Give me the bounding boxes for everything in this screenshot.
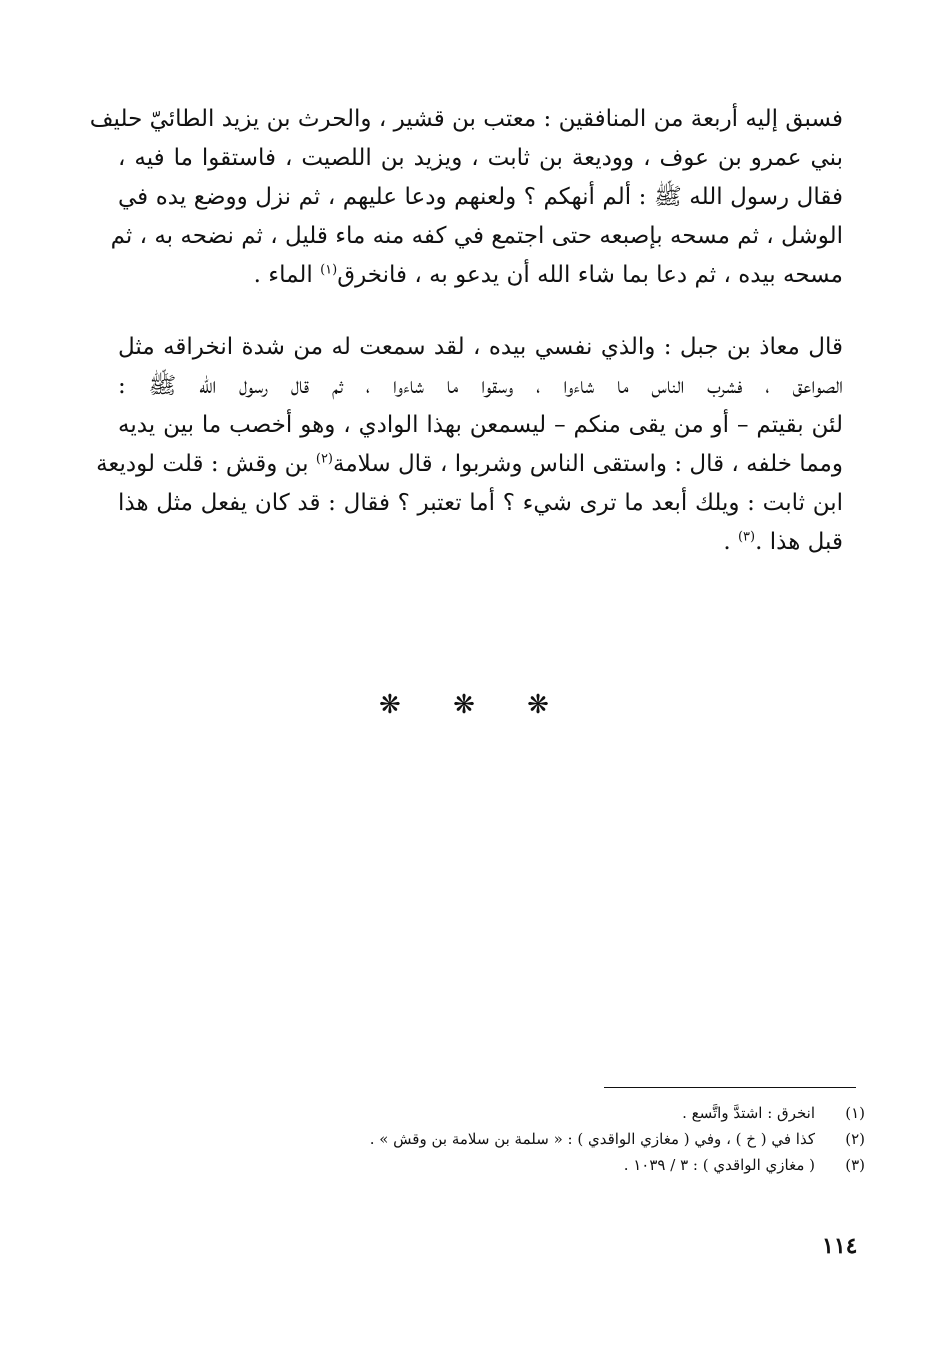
text-line: ابن ثابت : ويلك أبعد ما ترى شيء ؟ أما تعتبر ؟ فقال : قد كان يفعل مثل هذا — [118, 490, 843, 516]
text-segment: . — [723, 529, 738, 555]
footnote-3 — [280, 1152, 865, 1178]
text-segment: الماء . — [253, 262, 321, 288]
footnote-2 — [280, 1126, 865, 1152]
footnote-number: (١) — [845, 1104, 865, 1122]
footnote-divider — [604, 1087, 856, 1088]
page-number: ١١٤ — [822, 1233, 858, 1259]
footnote-reference-1: (١) — [320, 262, 338, 278]
text-line: بني عمرو بن عوف ، ووديعة بن ثابت ، ويزيد بن اللصيت ، فاستقوا ما فيه ، — [118, 145, 843, 171]
text-line: فقال رسول الله ﷺ : ألم أنهكم ؟ ولعنهم ودعا عليهم ، ثم نزل ووضع يده في — [118, 184, 843, 210]
text-line — [118, 523, 843, 562]
text-line: لئن بقيتم – أو من يقى منكم – ليسمعن بهذا الوادي ، وهو أخصب ما بين يديه — [118, 412, 843, 438]
footnote-reference-3: (٣) — [737, 529, 756, 545]
paragraph-2 — [96, 328, 843, 562]
footnote-text: ( مغازي الواقدي ) : ٣ / ١٠٣٩ . — [623, 1156, 815, 1174]
text-line: قال معاذ بن جبل : والذي نفسي بيده ، لقد سمعت له من شدة انخراقه مثل — [118, 334, 843, 360]
footnote-1 — [280, 1100, 865, 1126]
footnote-number: (٢) — [845, 1130, 865, 1148]
text-line — [118, 256, 843, 295]
text-line — [96, 445, 843, 484]
footnote-reference-2: (٢) — [315, 451, 333, 467]
text-line: فسبق إليه أربعة من المنافقين : معتب بن قشير ، والحرث بن يزيد الطائيّ حليف — [89, 106, 843, 132]
footnote-number: (٣) — [845, 1156, 865, 1174]
text-segment: مسحه بيده ، ثم دعا بما شاء الله أن يدعو به ، فانخرق — [337, 262, 843, 288]
footnote-text: انخرق : اشتدَّ واتَّسع . — [682, 1104, 815, 1122]
text-segment: بن وقش : قلت لوديعة — [96, 451, 316, 477]
text-line: الصواعق ، فشرب الناس ما شاءوا ، وسقوا ما شاءوا ، ثم قال رسول الله ﷺ : — [118, 373, 843, 399]
text-segment: ومما خلفه ، قال : واستقى الناس وشربوا ، قال سلامة — [333, 451, 843, 477]
text-line: الوشل ، ثم مسحه بإصبعه حتى اجتمع في كفه منه ماء قليل ، ثم نضحه به ، ثم — [110, 223, 843, 249]
footnote-text: كذا في ( خ ) ، وفي ( مغازي الواقدي ) : « سلمة بن سلامة بن وقش » . — [369, 1130, 815, 1148]
section-separator: ❋ ❋ ❋ — [379, 690, 571, 720]
text-segment: قبل هذا . — [755, 529, 843, 555]
paragraph-1 — [89, 100, 843, 295]
footnotes — [280, 1100, 865, 1178]
